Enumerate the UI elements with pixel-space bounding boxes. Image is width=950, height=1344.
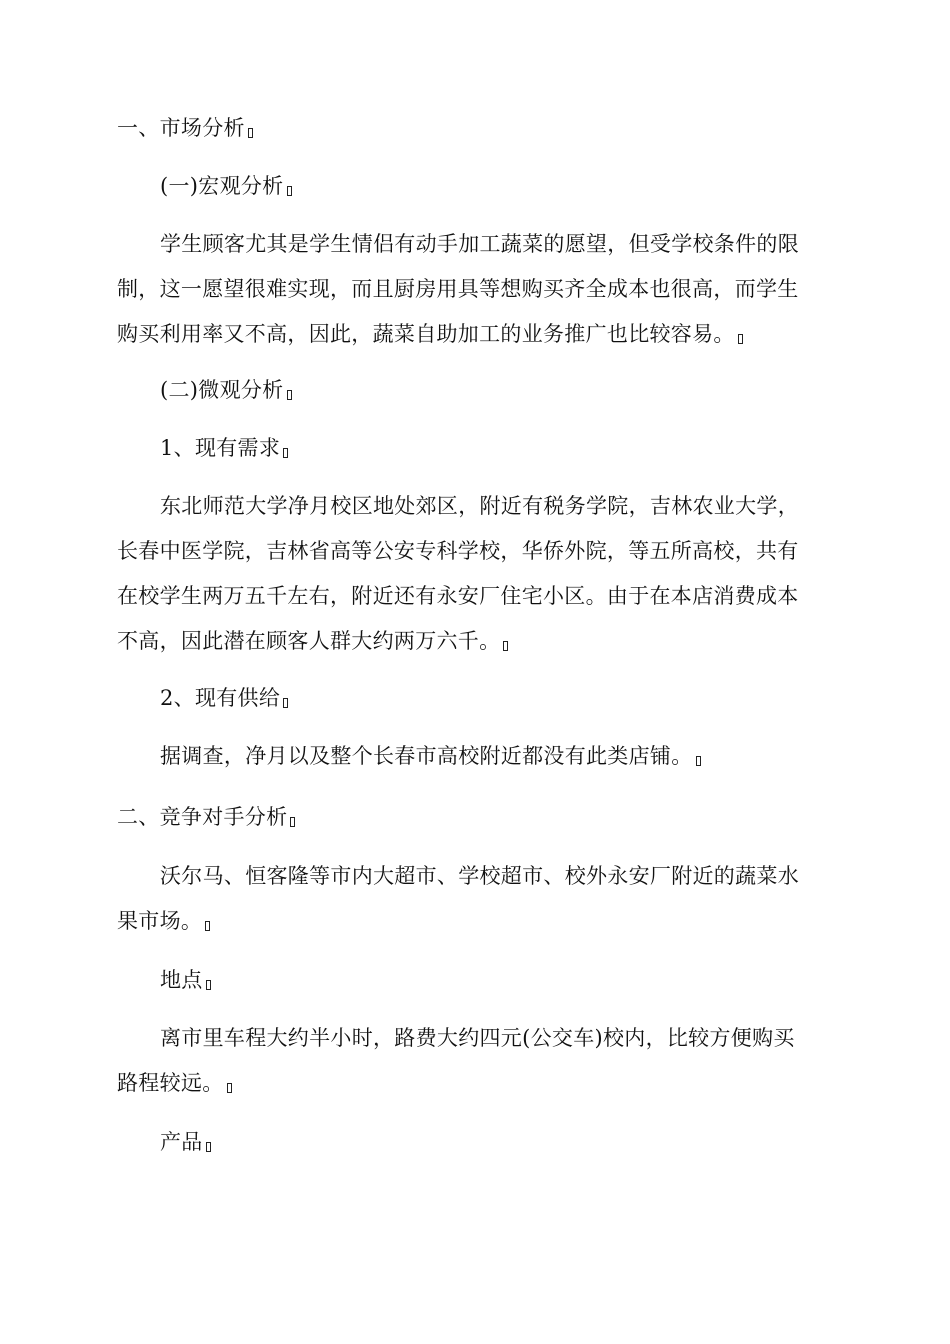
product-heading-text: 产品 bbox=[160, 1130, 203, 1154]
paragraph-mark-icon bbox=[248, 128, 253, 138]
product-heading bbox=[117, 1120, 833, 1165]
section-2-heading-text: 二、竞争对手分析 bbox=[117, 805, 288, 829]
supply-heading-text: 2、现有供给 bbox=[160, 686, 281, 710]
location-heading-text: 地点 bbox=[160, 968, 203, 992]
section-1-heading-text: 一、市场分析 bbox=[117, 116, 245, 140]
competitor-paragraph bbox=[117, 854, 833, 944]
paragraph-line-text: 果市场。 bbox=[117, 909, 203, 933]
paragraph-mark-icon bbox=[738, 334, 743, 344]
paragraph-line bbox=[117, 619, 833, 664]
paragraph-mark-icon bbox=[287, 186, 292, 196]
paragraph-line: 制，这一愿望很难实现，而且厨房用具等想购买齐全成本也很高，而学生 bbox=[117, 277, 799, 301]
section-2-heading bbox=[117, 795, 833, 840]
supply-paragraph bbox=[117, 734, 833, 779]
paragraph-line: 东北师范大学净月校区地处郊区，附近有税务学院，吉林农业大学， bbox=[160, 494, 799, 518]
paragraph-mark-icon bbox=[205, 921, 210, 931]
paragraph-line: 离市里车程大约半小时，路费大约四元(公交车)校内，比较方便购买 bbox=[160, 1026, 795, 1050]
location-heading bbox=[117, 958, 833, 1003]
micro-analysis-heading bbox=[117, 368, 833, 413]
paragraph-line-text: 不高，因此潜在顾客人群大约两万六千。 bbox=[117, 629, 501, 653]
demand-heading bbox=[117, 426, 833, 471]
macro-analysis-heading bbox=[117, 164, 833, 209]
paragraph-line: 学生顾客尤其是学生情侣有动手加工蔬菜的愿望，但受学校条件的限 bbox=[160, 232, 799, 256]
paragraph-mark-icon bbox=[287, 390, 292, 400]
section-1-heading bbox=[117, 106, 833, 151]
supply-heading bbox=[117, 676, 833, 721]
supply-paragraph-text: 据调查，净月以及整个长春市高校附近都没有此类店铺。 bbox=[160, 744, 693, 768]
location-paragraph bbox=[117, 1016, 833, 1106]
paragraph-mark-icon bbox=[696, 756, 701, 766]
demand-paragraph bbox=[117, 484, 833, 664]
paragraph-line bbox=[117, 312, 833, 357]
paragraph-line: 在校学生两万五千左右，附近还有永安厂住宅小区。由于在本店消费成本 bbox=[117, 584, 799, 608]
paragraph-line: 沃尔马、恒客隆等市内大超市、学校超市、校外永安厂附近的蔬菜水 bbox=[160, 864, 799, 888]
paragraph-mark-icon bbox=[206, 1142, 211, 1152]
paragraph-mark-icon bbox=[290, 817, 295, 827]
demand-heading-text: 1、现有需求 bbox=[160, 436, 281, 460]
paragraph-mark-icon bbox=[283, 698, 288, 708]
paragraph-line-text: 路程较远。 bbox=[117, 1071, 224, 1095]
macro-analysis-paragraph bbox=[117, 222, 833, 357]
micro-analysis-heading-text: (二)微观分析 bbox=[160, 378, 284, 402]
paragraph-mark-icon bbox=[283, 448, 288, 458]
paragraph-mark-icon bbox=[227, 1083, 232, 1093]
paragraph-mark-icon bbox=[503, 641, 508, 651]
paragraph-line: 长春中医学院，吉林省高等公安专科学校，华侨外院，等五所高校，共有 bbox=[117, 539, 799, 563]
paragraph-line-text: 购买利用率又不高，因此，蔬菜自助加工的业务推广也比较容易。 bbox=[117, 322, 735, 346]
paragraph-mark-icon bbox=[206, 980, 211, 990]
paragraph-line bbox=[117, 899, 833, 944]
macro-analysis-heading-text: (一)宏观分析 bbox=[160, 174, 284, 198]
paragraph-line bbox=[117, 1061, 833, 1106]
